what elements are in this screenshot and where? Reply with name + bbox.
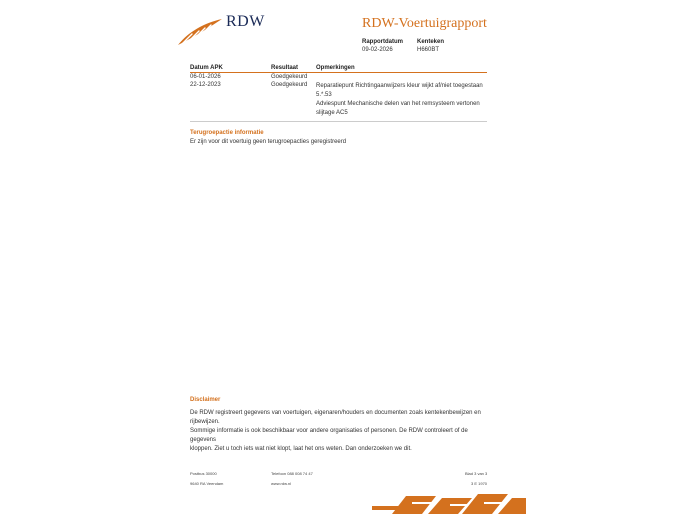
orange-stripes-graphic-icon [372,490,526,514]
disclaimer-line: kloppen. Ziet u toch iets wat niet klopt, laat het ons weten. Dan onderzoeken we dit. [190,446,412,452]
apk-remarks [316,81,487,118]
footer-website-link[interactable]: www.rdw.nl [271,481,292,486]
report-date-value: 09-02-2026 [362,47,393,53]
remark-line: Adviespunt Mechanische delen van het remsysteem vertonen [316,101,480,107]
brand-name: RDW [226,13,265,30]
apk-date: 06-01-2026 [190,74,221,80]
apk-table [190,64,487,122]
column-header-remarks: Opmerkingen [316,65,355,71]
footer-page-number: Blad 3 van 3 [465,471,488,476]
license-plate-value: H660BT [417,47,440,53]
rdw-wing-logo-icon [176,18,224,46]
footer-code: 3 E 1970 [471,481,488,486]
disclaimer-line: De RDW registreert gegevens van voertuigen, eigenaren/houders en documenten zoals kentekenbewijzen en rijbewijzen. [190,410,481,425]
apk-result: Goedgekeurd [271,82,308,88]
remark-line: Reparatiepunt Richtingaanwijzers kleur wijkt af/niet toegestaan [316,83,483,89]
table-row [190,73,487,81]
remark-line: 5.*.53 [316,92,332,98]
table-row [190,81,487,122]
remark-line: slijtage AC5 [316,110,348,116]
license-plate-label: Kenteken [417,39,445,45]
apk-table-header [190,64,487,73]
disclaimer-line: Sommige informatie is ook beschikbaar voor andere organisaties of personen. De RDW controleert of de gegevens [190,428,468,443]
apk-date: 22-12-2023 [190,82,221,88]
report-title: RDW-Voertuigrapport [362,16,487,31]
column-header-date: Datum APK [190,65,223,71]
column-header-result: Resultaat [271,65,299,71]
recall-section-title: Terugroepactie informatie [190,130,264,136]
footer-postbus: Postbus 30000 [190,471,217,476]
footer-city: 9640 RA Veendam [190,481,224,486]
disclaimer-text [190,409,487,454]
apk-result: Goedgekeurd [271,74,308,80]
disclaimer-title: Disclaimer [190,397,221,403]
footer-phone: Telefoon 088 008 74 47 [271,471,313,476]
recall-text: Er zijn voor dit voertuig geen terugroepacties geregistreerd [190,139,347,145]
report-date-label: Rapportdatum [362,39,403,45]
